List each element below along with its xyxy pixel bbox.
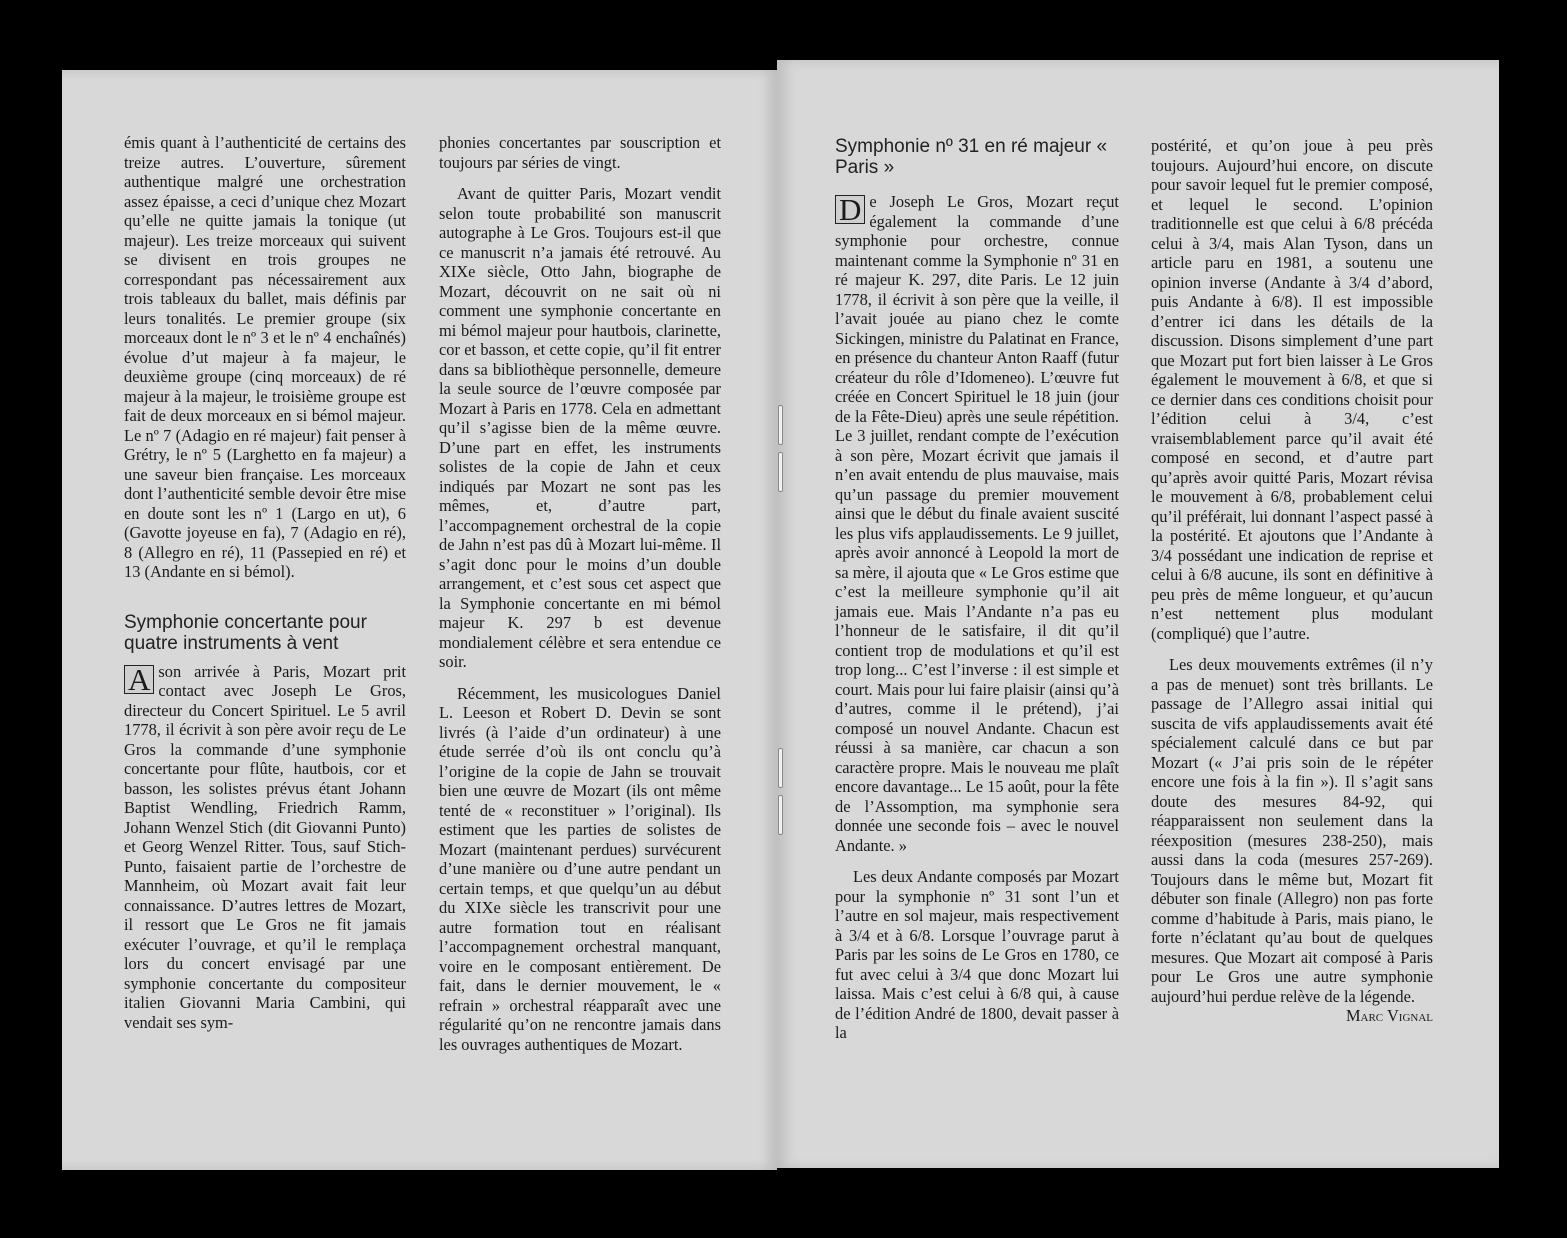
left-column-2 bbox=[439, 133, 721, 1054]
right-column-2 bbox=[1151, 136, 1433, 1026]
staple bbox=[778, 748, 783, 788]
left-page bbox=[62, 70, 777, 1170]
paragraph: émis quant à l’authenticité de certains des treize autres. L’ouverture, sûrement authentique malgré une orchestration assez épaisse, a ceci d’unique chez Mozart qu’elle ne quitte jamais la tonique (ut majeur). Les treize morceaux qui suivent se divisent en trois groupes ne correspondant pas nécessairement aux trois tableaux du ballet, mais définis par leurs tonalités. Le premier groupe (six morceaux dont le nº 3 et le nº 4 enchaînés) évolue d’ut majeur à fa majeur, le deuxième groupe (cinq morceaux) de ré majeur à la majeur, le troisième groupe est fait de deux morceaux en si bémol majeur. Le nº 7 (Adagio en ré majeur) fait penser à Grétry, le nº 5 (Larghetto en fa majeur) a une saveur bien française. Les morceaux dont l’authenticité semble devoir être mise en doute sont les nº 1 (Largo en ut), 6 (Gavotte joyeuse en fa), 7 (Adagio en ré), 8 (Allegro en ré), 11 (Passepied en ré) et 13 (Andante en si bémol). bbox=[124, 133, 406, 581]
left-column-1 bbox=[124, 133, 406, 1032]
paragraph: Récemment, les musicologues Daniel L. Leeson et Robert D. Devin se sont livrés (à l’aide d’un ordinateur) à une étude serrée d’où ils ont conclu qu’à l’origine de la copie de Jahn se trouvait bien une œuvre de Mozart (ils ont même tenté de « reconstituer » l’original). Ils estiment que les parties de solistes de Mozart (maintenant perdues) survécurent d’une manière ou d’une autre pendant un certain temps, et que quelqu’un au début du XIXe siècle les transcrivit pour une autre formation tout en réalisant l’accompagnement orchestral manquant, voire en le composant entièrement. De fait, dans le dernier mouvement, le « refrain » orchestral réapparaît avec une régularité qu’on ne rencontre jamais dans les ouvrages authentiques de Mozart. bbox=[439, 683, 721, 1054]
staple bbox=[778, 452, 783, 492]
drop-cap: A bbox=[124, 665, 154, 694]
paragraph: postérité, et qu’on joue à peu près toujours. Aujourd’hui encore, on discute pour savoir lequel fut le premier composé, et lequel le second. L’opinion traditionnelle est que celui à 6/8 précéda celui à 3/4, mais Alan Tyson, dans un article paru en 1981, a soutenu une opinion inverse (Andante à 3/4 d’abord, puis Andante à 6/8). Il est impossible d’entrer ici dans les détails de la discussion. Disons simplement d’une part que Mozart put fort bien laisser à Le Gros également le mouvement à 6/8, et que si ce dernier dans ces conditions choisit pour l’édition celui à 3/4, c’est vraisemblablement parce qu’il avait été composé en second, et d’autre part qu’après avoir quitté Paris, Mozart révisa le mouvement à 6/8, probablement celui qu’il préférait, lui donnant l’aspect passé à la postérité. Et ajoutons que l’Andante à 3/4 possédant une indication de reprise et celui à 6/8 aucune, ils sont en définitive à peu près de même longueur, et qu’aucun n’est nettement plus modulant (compliqué) que l’autre. bbox=[1151, 136, 1433, 643]
staple bbox=[778, 405, 783, 445]
paragraph: Les deux mouvements extrêmes (il n’y a pas de menuet) sont très brillants. Le passage de l’Allegro assai initial qui suscita de vifs applaudissements avait été spécialement calculé dans ce but par Mozart (« J’ai pris soin de le répéter encore une fois à la fin »). Il s’agit sans doute des mesures 84-92, qui réapparaissent non seulement dans la réexposition (mesures 238-250), mais aussi dans la coda (mesures 257-269). Toujours dans le même but, Mozart fit débuter son finale (Allegro) non pas forte comme d’habitude à Paris, mais piano, le forte n’éclatant qu’au bout de quelques mesures. Que Mozart ait composé à Paris pour Le Gros une autre symphonie aujourd’hui perdue relève de la légende. bbox=[1151, 655, 1433, 1006]
section-heading: Symphonie concertante pour quatre instruments à vent bbox=[124, 611, 367, 654]
paragraph: e Joseph Le Gros, Mozart reçut également la commande d’une symphonie pour orchestre, connue maintenant comme la Symphonie nº 31 en ré majeur K. 297, dite Paris. Le 12 juin 1778, il écrivit à son père que la veille, il l’avait jouée au piano chez le comte Sickingen, ministre du Palatinat en France, en présence du chanteur Anton Raaff (futur créateur du rôle d’Idomeneo). L’œuvre fut créée en Concert Spirituel le 18 juin (jour de la Fête-Dieu) après une seule répétition. Le 3 juillet, rendant compte de l’exécution à son père, Mozart écrivit que jamais il n’en avait entendu de plus mauvaise, mais qu’un passage du premier mouvement ainsi que le début du finale avaient suscité les plus vifs applaudissements. Le 9 juillet, après avoir annoncé à Leopold la mort de sa mère, il ajouta que « Le Gros estime que c’est la meilleure symphonie qu’il ait jamais eue. Mais l’Andante n’a pas eu l’honneur de le satisfaire, il dit qu’il contient trop de modulations et qu’il est trop long... C’est l’inverse : il est simple et court. Mais pour lui faire plaisir (ainsi qu’à d’autres, comme il le prétend), j’ai composé un nouvel Andante. Chacun est réussi à sa manière, car chacun a son caractère propre. Mais le nouveau me plaît encore davantage... Le 15 août, pour la fête de l’Assomption, ma symphonie sera donnée une seconde fois – avec le nouvel Andante. » bbox=[835, 192, 1120, 855]
paragraph: Avant de quitter Paris, Mozart vendit selon toute probabilité son manuscrit autographe à Le Gros. Toujours est-il que ce manuscrit n’a jamais été retrouvé. Au XIXe siècle, Otto Jahn, biographe de Mozart, découvrit on ne sait où ni comment une symphonie concertante en mi bémol majeur pour hautbois, clarinette, cor et basson, et cette copie, qu’il fit entrer dans sa bibliothèque personnelle, demeure la seule source de l’œuvre composée par Mozart à Paris en 1778. Cela en admettant qu’il s’agisse bien de la même œuvre. D’une part en effet, les instruments solistes de la copie de Jahn et ceux indiqués par Mozart ne sont pas les mêmes, et, d’autre part, l’accompagnement orchestral de la copie de Jahn n’est pas dû à Mozart lui-même. Il s’agit donc pour le moins d’un double arrangement, et c’est sous cet aspect que la Symphonie concertante en mi bémol majeur K. 297 b est devenue mondialement célèbre et sera entendue ce soir. bbox=[439, 184, 721, 671]
author-signature: Marc Vignal bbox=[1345, 1006, 1433, 1025]
paragraph: son arrivée à Paris, Mozart prit contact avec Joseph Le Gros, directeur du Concert Spirituel. Le 5 avril 1778, il écrivit à son père avoir reçu de Le Gros la commande d’une symphonie concertante pour flûte, hautbois, cor et basson, les solistes prévus étant Johann Baptist Wendling, Friedrich Ramm, Johann Wenzel Stich (dit Giovanni Punto) et Georg Wenzel Ritter. Tous, sauf Stich-Punto, faisaient partie de l’orchestre de Mannheim, où Mozart avait fait leur connaissance. D’autres lettres de Mozart, il ressort que Le Gros ne fit jamais exécuter l’ouvrage, et qu’il le remplaça lors du concert envisagé par une symphonie concertante du compositeur italien Giovanni Maria Cambini, qui vendait ses sym- bbox=[124, 661, 406, 1032]
right-page bbox=[777, 60, 1499, 1168]
paragraph: phonies concertantes par souscription et toujours par séries de vingt. bbox=[439, 133, 721, 172]
staple bbox=[778, 795, 783, 835]
paragraph: Les deux Andante composés par Mozart pour la symphonie nº 31 sont l’un et l’autre en sol majeur, mais respectivement à 3/4 et à 6/8. Lorsque l’ouvrage parut à Paris par les soins de Le Gros en 1780, ce fut avec celui à 3/4 que donc Mozart lui laissa. Mais c’est celui à 6/8 qui, à cause de l’édition André de 1800, devait passer à la bbox=[835, 867, 1119, 1042]
section-heading: Symphonie nº 31 en ré majeur « Paris » bbox=[835, 136, 1108, 178]
drop-cap: D bbox=[835, 195, 865, 224]
right-column-1 bbox=[835, 136, 1119, 1043]
